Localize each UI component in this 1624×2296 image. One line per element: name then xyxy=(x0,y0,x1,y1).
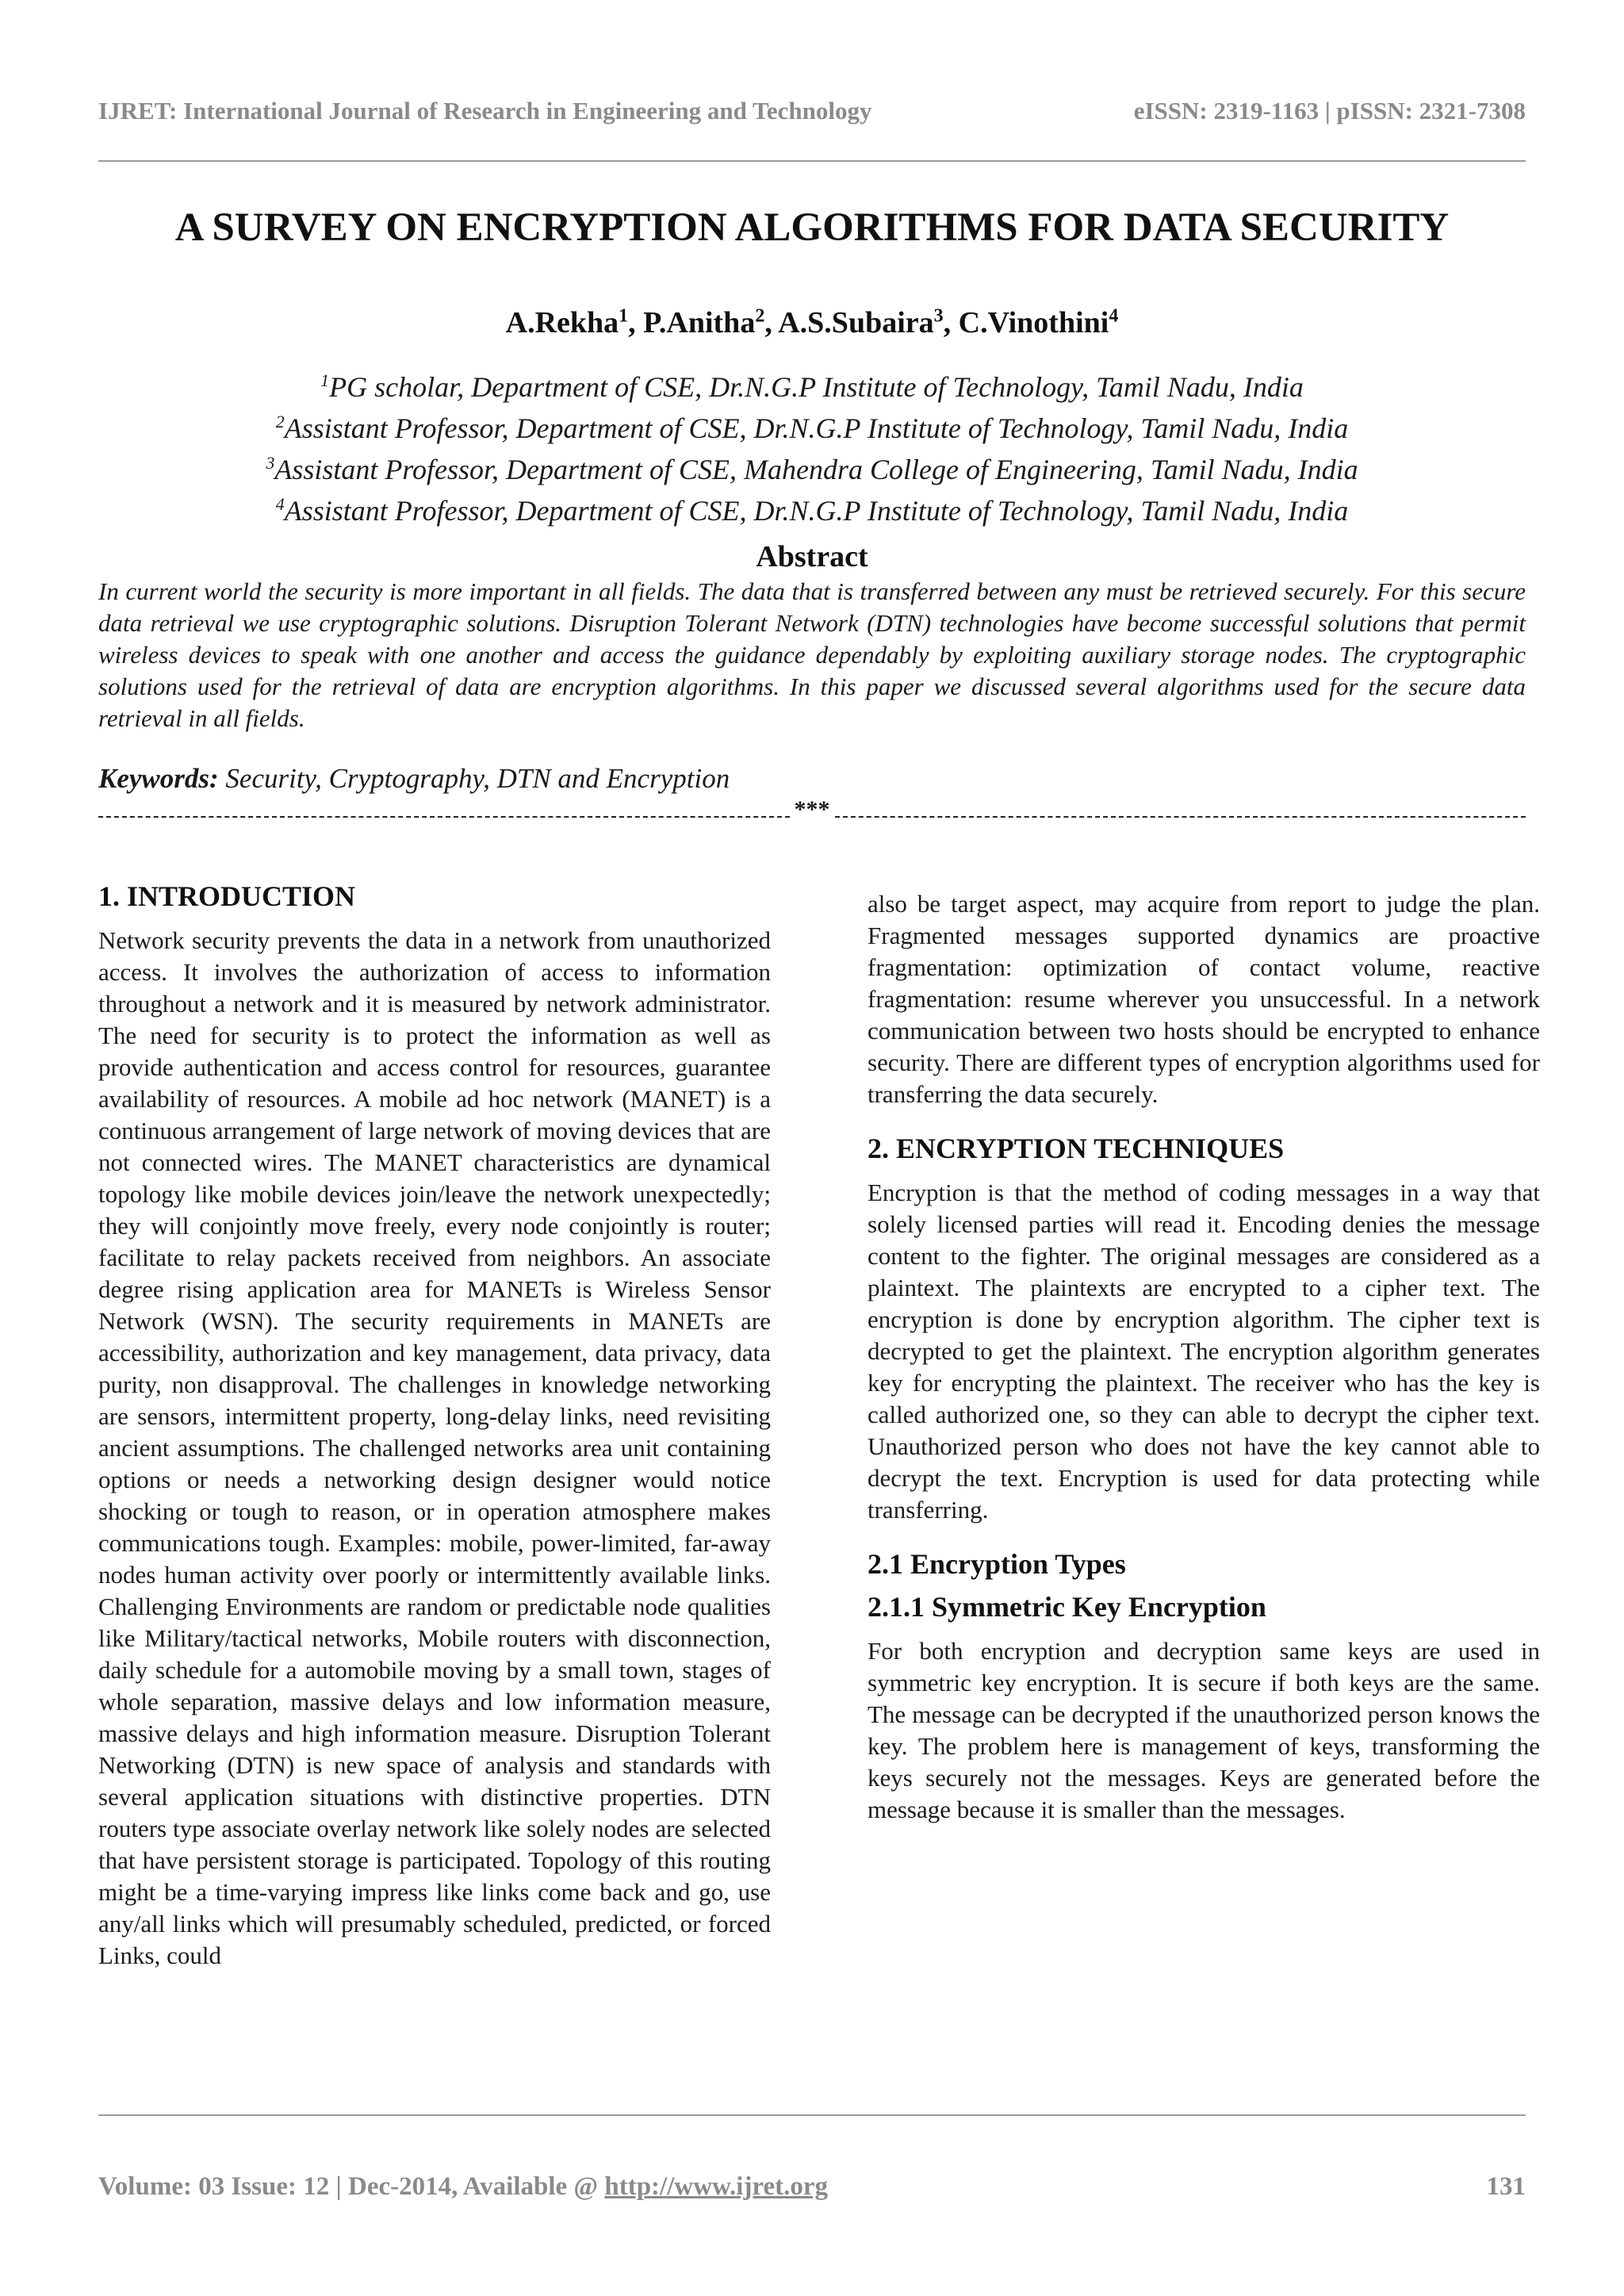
author-sup: 2 xyxy=(755,305,765,327)
introduction-continued-text: also be target aspect, may acquire from report to judge the plan. Fragmented messages supported dynamics are proactive fragmentation: optimization of contact volume, reactive fragmentation: resume wherever you unsuccessful. In a network communication between two hosts should be encrypted to enhance security. There are different types of encryption algorithms used for transferring the data securely. xyxy=(868,890,1540,1108)
abstract-heading: Abstract xyxy=(756,540,868,573)
section-heading-introduction: 1. INTRODUCTION xyxy=(98,880,356,912)
affiliation-text: Assistant Professor, Department of CSE, Dr.N.G.P Institute of Technology, Tamil Nadu, India xyxy=(284,495,1349,527)
introduction-text: Network security prevents the data in a network from unauthorized access. It involves the authorization of access to information throughout a network and it is measured by network administrator. The need for security is to protect the information as well as provide authentication and access control for resources, guarantee availability of resources. A mobile ad hoc network (MANET) is a continuous arrangement of large network of moving devices that are not connected wires. The MANET characteristics are dynamical topology like mobile devices join/leave the network unexpectedly; they will conjointly move freely, every node conjointly is router; facilitate to relay packets received from neighbors. An associate degree rising application area for MANETs is Wireless Sensor Network (WSN). The security requirements in MANETs are accessibility, authorization and key management, data privacy, data purity, non disapproval. The challenges in knowledge networking are sensors, intermittent property, long-delay links, need revisiting ancient assumptions. The challenged networks area unit containing options or needs a networking design designer would notice shocking or tough to reason, or in operation atmosphere makes communications tough. Examples: mobile, power-limited, far-away nodes human activity over poorly or intermittently available links. Challenging Environments are random or predictable node qualities like Military/tactical networks, Mobile routers with disconnection, daily schedule for a automobile moving by a small town, stages of whole separation, massive delays and low information measure, massive delays and high information measure. Disruption Tolerant Networking (DTN) is new space of analysis and standards with several application situations with distinctive properties. DTN routers type associate overlay network like solely nodes are selected that have persistent storage is participated. Topology of this routing might be a time-varying impress like links come back and go, use any/all links which will presumably scheduled, predicted, or forced Links, could xyxy=(98,926,771,1969)
author-name: C.Vinothini xyxy=(958,306,1109,339)
divider-dash-left xyxy=(98,816,790,818)
author-sup: 3 xyxy=(933,305,944,327)
author-name: A.Rekha xyxy=(505,306,619,339)
journal-name: IJRET: International Journal of Research in Engineering and Technology xyxy=(98,97,872,125)
affiliation xyxy=(0,487,1624,528)
subsection-heading-encryption-types: 2.1 Encryption Types xyxy=(868,1548,1126,1580)
affiliation xyxy=(0,363,1624,404)
affiliation xyxy=(0,404,1624,446)
paper-title: A SURVEY ON ENCRYPTION ALGORITHMS FOR DATA SECURITY xyxy=(174,205,1450,250)
author-sep: , xyxy=(943,306,959,339)
author-name: P.Anitha xyxy=(643,306,756,339)
affiliation-sup: 2 xyxy=(275,412,285,431)
affiliation xyxy=(0,446,1624,487)
right-column xyxy=(868,888,1540,1826)
keywords-label: Keywords: xyxy=(98,763,219,794)
divider-stars: *** xyxy=(794,796,830,822)
encryption-techniques-text: Encryption is that the method of coding messages in a way that solely licensed parties will read it. Encoding denies the message content to the fighter. The original messages are considered as a plaintext. The plaintexts are encrypted to a cipher text. The encryption is done by encryption algorithm. The cipher text is decrypted to get the plaintext. The encryption algorithm generates key for encrypting the plaintext. The receiver who has the key is called authorized one, so they can able to decrypt the cipher text. Unauthorized person who does not have the key cannot able to decrypt the text. Encryption is used for data protecting while transferring. xyxy=(868,1179,1540,1524)
symmetric-key-text: For both encryption and decryption same keys are used in symmetric key encryption. It is secure if both keys are the same. The message can be decrypted if the unauthorized person knows the key. The problem here is management of keys, transforming the keys securely not the messages. Keys are generated before the message because it is smaller than the messages. xyxy=(868,1637,1540,1823)
footer-volume-text: Volume: 03 Issue: 12 | Dec-2014, Available @ xyxy=(98,2172,605,2201)
author-list xyxy=(0,305,1624,340)
affiliation-text: Assistant Professor, Department of CSE, Dr.N.G.P Institute of Technology, Tamil Nadu, India xyxy=(284,412,1349,444)
author-sep: , xyxy=(764,306,779,339)
affiliation-sup: 1 xyxy=(320,370,330,390)
header-rule xyxy=(98,160,1526,162)
affiliation-text: PG scholar, Department of CSE, Dr.N.G.P Institute of Technology, Tamil Nadu, India xyxy=(329,371,1304,403)
divider-dash-right xyxy=(835,816,1526,818)
affiliation-sup: 4 xyxy=(275,494,285,514)
affiliation-text: Assistant Professor, Department of CSE, Mahendra College of Engineering, Tamil Nadu, India xyxy=(274,454,1358,485)
author-name: A.S.Subaira xyxy=(778,306,934,339)
keywords-text: Security, Cryptography, DTN and Encryption xyxy=(218,763,730,794)
issn-numbers: eISSN: 2319-1163 | pISSN: 2321-7308 xyxy=(1133,97,1526,125)
author-sup: 1 xyxy=(619,305,629,327)
journal-url-link[interactable]: http://www.ijret.org xyxy=(604,2172,829,2201)
affiliation-list xyxy=(0,363,1624,528)
left-column xyxy=(98,880,771,1972)
footer-volume xyxy=(98,2172,828,2202)
author-sup: 4 xyxy=(1109,305,1119,327)
section-heading-encryption-techniques: 2. ENCRYPTION TECHNIQUES xyxy=(868,1133,1285,1164)
affiliation-sup: 3 xyxy=(266,453,275,473)
subsection-heading-symmetric-key: 2.1.1 Symmetric Key Encryption xyxy=(868,1591,1266,1623)
abstract-text: In current world the security is more important in all fields. The data that is transferred between any must be retrieved securely. For this secure data retrieval we use cryptographic solutions. Disruption Tolerant Network (DTN) technologies have become successful solutions that permit wireless devices to speak with one another and access the guidance dependably by exploiting auxiliary storage nodes. The cryptographic solutions used for the retrieval of data are encryption algorithms. In this paper we discussed several algorithms used for the secure data retrieval in all fields. xyxy=(98,577,1526,732)
keywords xyxy=(98,763,1526,795)
author-sep: , xyxy=(628,306,644,339)
page-number: 131 xyxy=(1486,2172,1526,2201)
footer-rule xyxy=(98,2114,1526,2116)
